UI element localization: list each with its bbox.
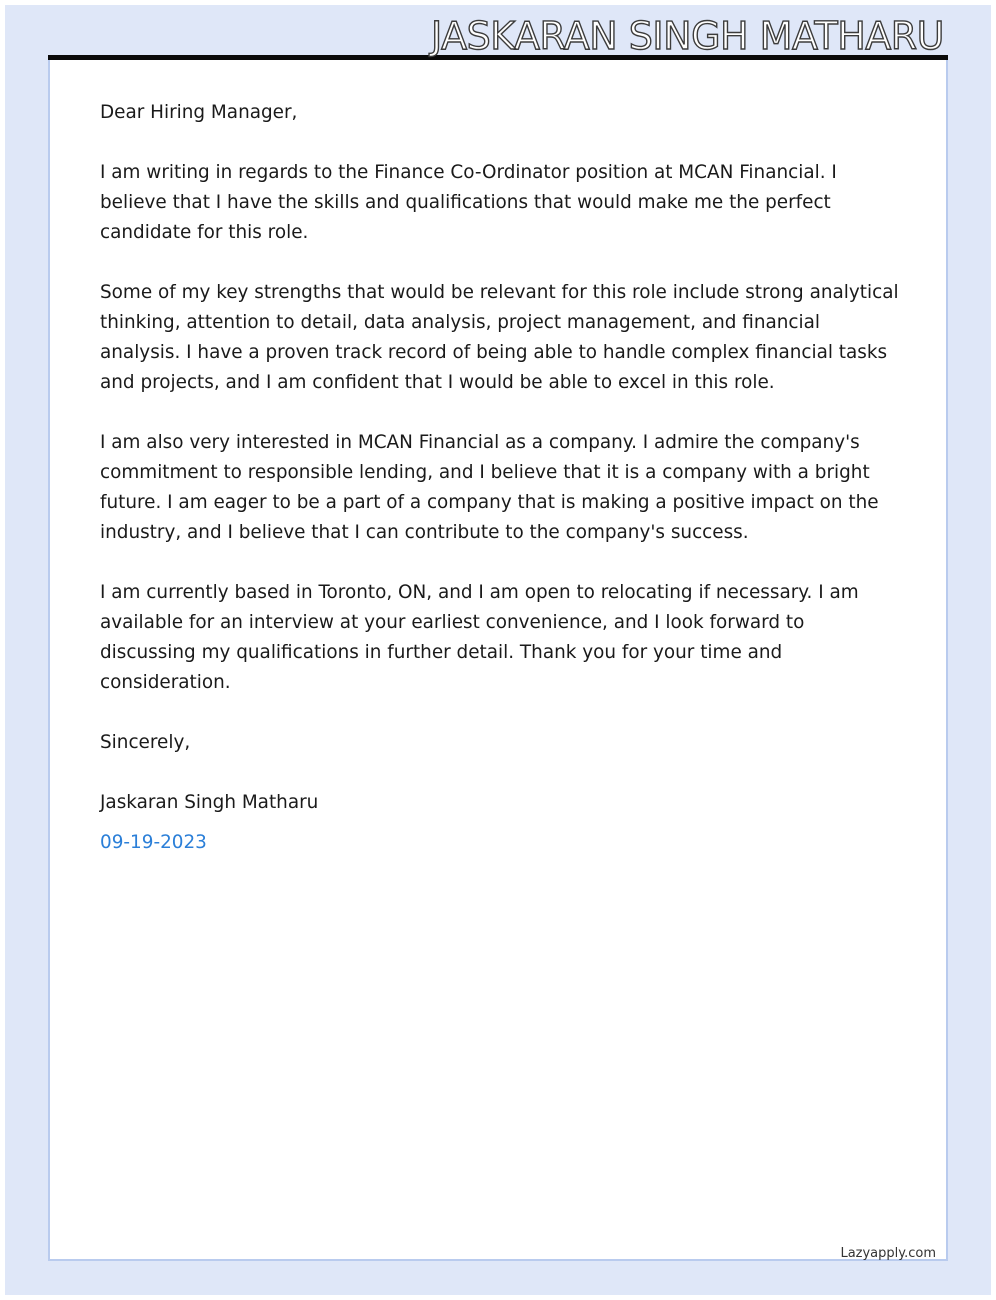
paragraph-availability: I am currently based in Toronto, ON, and I am open to relocating if necessary. I am available for an interview at your earliest convenience, and I look forward to discussing my qualifications in further detail. Thank you for your time and consideration. xyxy=(100,582,859,693)
applicant-name-heading: JASKARAN SINGH MATHARU xyxy=(431,14,944,58)
paragraph-company-interest: I am also very interested in MCAN Financial as a company. I admire the company's commitment to responsible lending, and I believe that it is a company with a bright future. I am eager to be a part of a company that is making a positive impact on the industry, and I believe that I can contribute to the company's success. xyxy=(100,432,879,543)
salutation: Dear Hiring Manager, xyxy=(100,102,298,123)
paragraph-strengths: Some of my key strengths that would be relevant for this role include strong analytical thinking, attention to detail, data analysis, project management, and financial analysis. I have a proven track record of being able to handle complex financial tasks and projects, and I am confident that I would be able to excel in this role. xyxy=(100,282,899,393)
signature-name: Jaskaran Singh Matharu xyxy=(100,792,319,813)
paragraph-intro: I am writing in regards to the Finance Co-Ordinator position at MCAN Financial. I believe that I have the skills and qualifications that would make me the perfect candidate for this role. xyxy=(100,162,837,243)
watermark-text: Lazyapply.com xyxy=(840,1246,936,1261)
closing: Sincerely, xyxy=(100,732,191,753)
letter-date: 09-19-2023 xyxy=(100,832,207,853)
cover-letter-body xyxy=(100,98,900,858)
